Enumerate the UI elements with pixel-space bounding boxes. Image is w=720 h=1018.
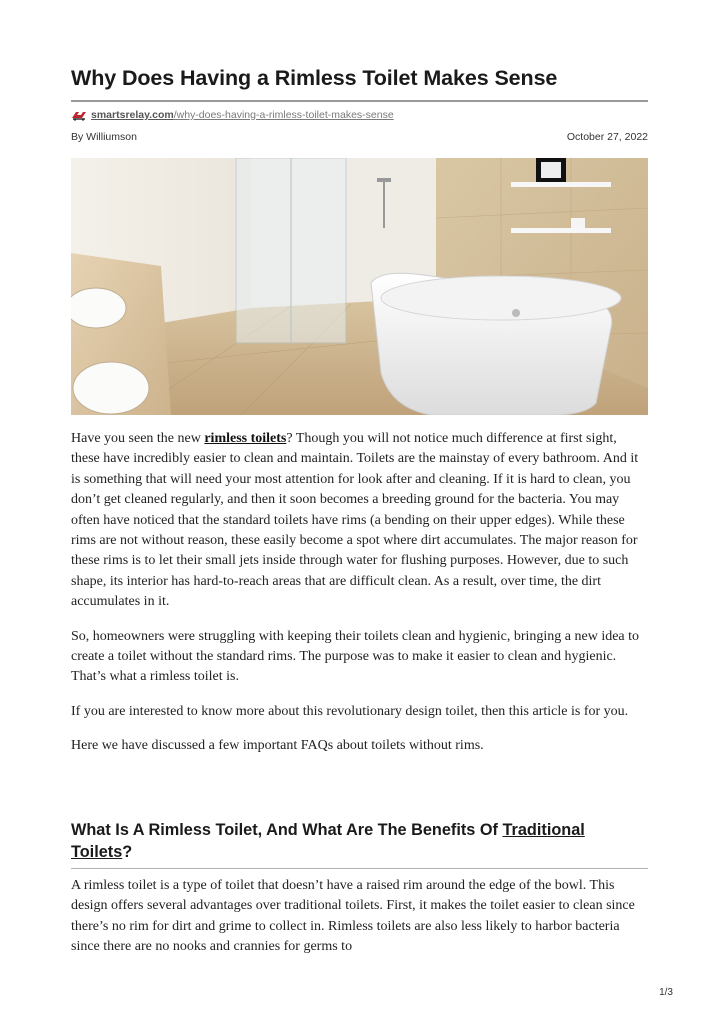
traditional-toilets-link[interactable]: Traditional Toilets — [71, 821, 585, 861]
publish-date: October 27, 2022 — [566, 131, 648, 143]
paragraph-1-start: Have you seen the new — [71, 431, 205, 446]
section-heading — [71, 819, 648, 863]
source-path[interactable]: /why-does-having-a-rimless-toilet-makes-sense — [173, 109, 394, 121]
section-body — [71, 876, 648, 958]
heading-text: What Is A Rimless Toilet, And What Are The Benefits Of — [71, 821, 503, 839]
hero-image — [71, 158, 648, 415]
source-link[interactable] — [71, 108, 648, 122]
paragraph-2: So, homeowners were struggling with keeping their toilets clean and hygienic, bringing a new idea to create a toilet without the standard rims. The purpose was to make it easier to clean and hygienic. That’s what a rimless toilet is. — [71, 628, 640, 685]
paragraph-4: Here we have discussed a few important FAQs about toilets without rims. — [71, 738, 484, 754]
heading-punctuation: ? — [122, 843, 133, 861]
rimless-toilets-link[interactable]: rimless toilets — [204, 431, 287, 446]
title-divider — [71, 100, 648, 102]
paragraph-3: If you are interested to know more about this revolutionary design toilet, then this article is for you. — [71, 703, 629, 719]
paragraph-1-end: ? Though you will not notice much difference at first sight, these have incredibly easier to clean and maintain. Toilets are the mainstay of every bathroom. And it is something that will need your most attention for look after and cleaning. If it is hard to clean, you don’t get cleaned regularly, and then it soon becomes a breeding ground for the bacteria. You may often have noticed that the standard toilets have rims (a bending on their upper edges). While these rims are not without reason, these easily become a spot where dirt accumulates. The major reason for these rims is to let their small jets inside through water for flushing purposes. However, due to such shape, its interior has hard-to-reach areas that are difficult clean. As a result, over time, the dirt accumulates in it. — [71, 431, 639, 610]
author: By Williumson — [71, 131, 137, 143]
byline — [71, 131, 648, 143]
article-title: Why Does Having a Rimless Toilet Makes Sense — [71, 66, 558, 90]
paragraph-5: A rimless toilet is a type of toilet that doesn’t have a raised rim around the edge of the bowl. This design offers several advantages over traditional toilets. First, it makes the toilet easier to clean since there’s no rim for dirt and grime to collect in. Rimless toilets are also less likely to harbor bacteria since there are no nooks and crannies for germs to — [71, 878, 635, 955]
paragraph-1 — [71, 429, 648, 613]
site-logo-icon — [71, 110, 88, 121]
heading-divider — [71, 868, 648, 869]
article-body — [71, 429, 648, 771]
source-domain[interactable]: smartsrelay.com — [91, 109, 174, 121]
page-number: 1/3 — [659, 987, 673, 998]
bathroom-photo-illustration — [71, 158, 648, 415]
